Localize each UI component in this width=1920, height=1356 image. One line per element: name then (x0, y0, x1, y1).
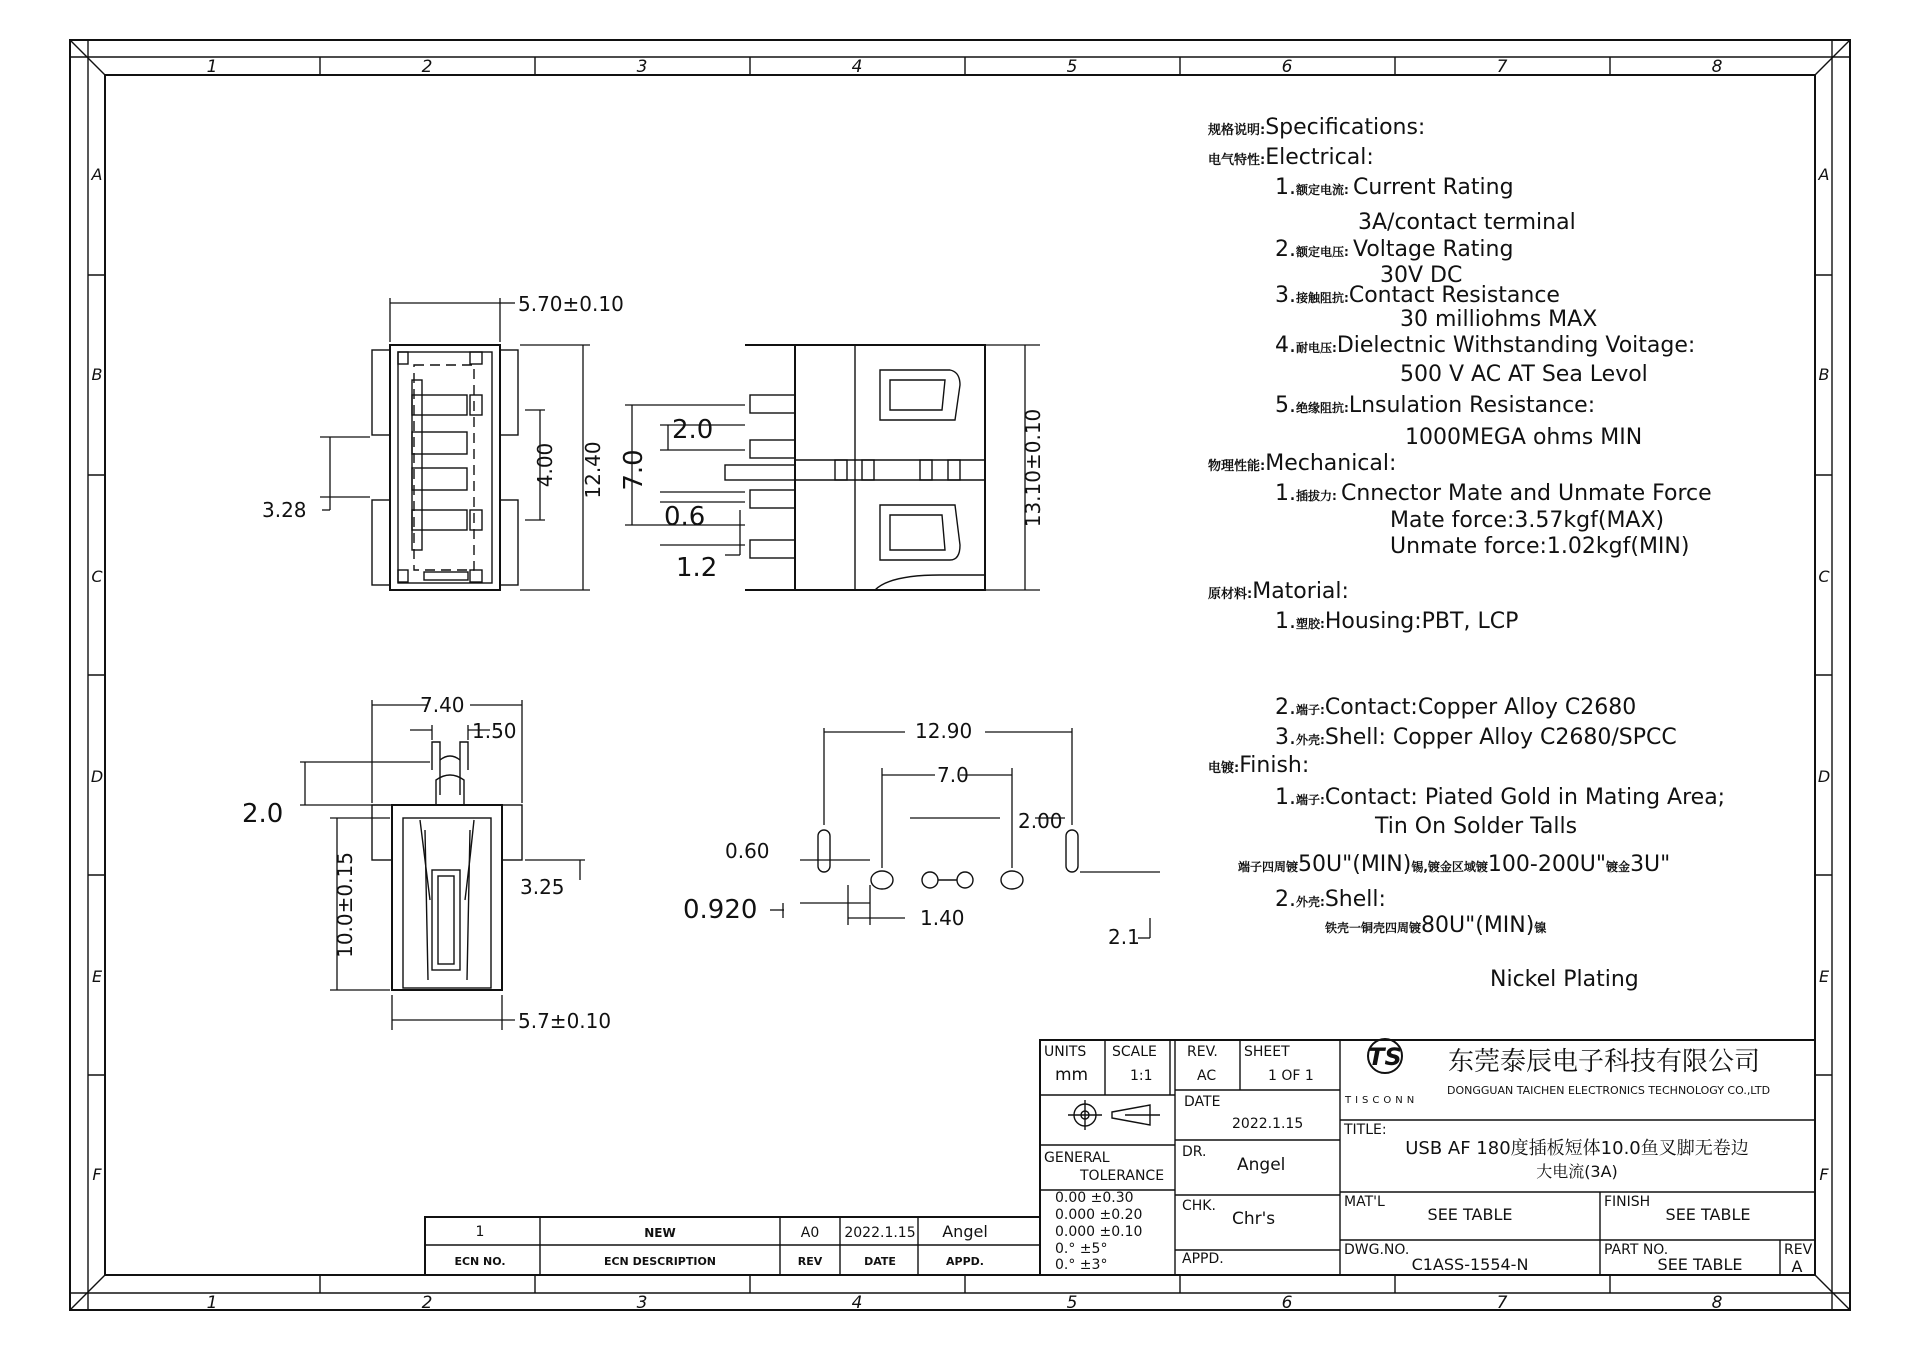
footprint-pitch-dim: 1.40 (920, 906, 965, 930)
col-label-6-bottom: 6 (1281, 1293, 1293, 1313)
date-value: 2022.1.15 (1232, 1116, 1304, 1132)
shell-plating-value: 80U"(MIN) (1421, 913, 1535, 938)
shell-plating-cn-b: 镍 (1534, 921, 1547, 935)
side-span-dim: 7.0 (619, 449, 649, 491)
bottom-top-width-dim: 7.40 (420, 693, 465, 717)
svg-text:3.外壳:Shell: Copper Alloy C2680: 3.外壳:Shell: Copper Alloy C2680/SPCC (1275, 725, 1677, 750)
svg-text:电气特性:Electrical:: 电气特性:Electrical: (1208, 145, 1374, 170)
bottom-width-dim: 5.7±0.10 (518, 1009, 612, 1033)
revision-value: A (1791, 1257, 1803, 1276)
svg-text:1.额定电流: Current Rating: 1.额定电流: Current Rating (1275, 175, 1514, 200)
finish-value: SEE TABLE (1665, 1205, 1751, 1224)
tolerance-row-2: 0.000 ±0.20 (1055, 1207, 1143, 1223)
company-name-cn: 东莞泰辰电子科技有限公司 (1448, 1047, 1761, 1077)
svg-text:规格说明:Specifications:: 规格说明:Specifications: (1208, 115, 1426, 140)
svg-text:物理性能:Mechanical:: 物理性能:Mechanical: (1208, 451, 1397, 476)
col-label-6: 6 (1281, 57, 1293, 77)
svg-text:电镀:Finish:: 电镀:Finish: (1208, 753, 1310, 778)
company-logo (1344, 1039, 1418, 1106)
row-label-b: B (91, 365, 103, 384)
insulation-value: 1000MEGA ohms MIN (1405, 425, 1643, 450)
tolerance-row-4: 0.° ±5° (1055, 1241, 1108, 1257)
front-height-dim: 12.40 (581, 441, 605, 499)
row-label-e: E (91, 967, 103, 986)
mate-force-value: Mate force:3.57kgf(MAX) (1390, 508, 1665, 533)
mechanical-cn: 物理性能 (1208, 459, 1261, 474)
current-rating-label: Current Rating (1353, 175, 1514, 200)
svg-text:1.插拔力: Cnnector Mate and Unmat: 1.插拔力: Cnnector Mate and Unmate Force (1275, 481, 1712, 506)
footprint-slot-dim: 2.00 (1018, 809, 1063, 833)
checked-by: Chr's (1232, 1209, 1276, 1229)
electrical-cn: 电气特性 (1208, 153, 1261, 168)
voltage-rating-cn: 额定电压 (1296, 245, 1345, 259)
dielectric-cn: 耐电压 (1296, 341, 1333, 355)
side-view (619, 345, 1045, 590)
spec-title: Specifications: (1265, 115, 1426, 140)
drawing-title-1: USB AF 180度插板短体10.0鱼叉脚无卷边 (1405, 1138, 1749, 1159)
material-cn: 原材料 (1208, 587, 1248, 602)
ecn-head-approved: APPD. (946, 1255, 984, 1268)
svg-text:原材料:Matorial:: 原材料:Matorial: (1208, 579, 1349, 604)
material-label: MAT'L (1344, 1194, 1385, 1210)
contact-resistance-label: Contact Resistance (1348, 283, 1560, 308)
row-label-e-right: E (1818, 967, 1830, 986)
bottom-offset-dim: 3.25 (520, 875, 565, 899)
col-label-7: 7 (1496, 57, 1508, 77)
ecn-date: 2022.1.15 (844, 1225, 916, 1241)
insulation-label: Lnsulation Resistance: (1348, 393, 1596, 418)
col-label-8-bottom: 8 (1711, 1293, 1723, 1313)
side-pin-gap-dim: 1.2 (676, 553, 718, 583)
shell-plating-cn-a: 铁壳一铜壳四周镀 (1325, 921, 1422, 935)
contact-material: Contact:Copper Alloy C2680 (1324, 695, 1637, 720)
ecn-table (425, 1217, 1040, 1275)
svg-text:4.耐电压:Dielectnic Withstanding: 4.耐电压:Dielectnic Withstanding Voitage: (1275, 333, 1696, 358)
bottom-height-dim: 10.0±0.15 (333, 852, 357, 958)
electrical-heading: Electrical: (1265, 145, 1374, 170)
part-number: SEE TABLE (1657, 1255, 1743, 1274)
finish-heading: Finish: (1239, 753, 1310, 778)
side-pitch-dim: 2.0 (672, 415, 714, 445)
tolerance-row-5: 0.° ±3° (1055, 1257, 1108, 1273)
unmate-force-value: Unmate force:1.02kgf(MIN) (1390, 534, 1690, 559)
plating-value-3: 3U" (1630, 852, 1671, 877)
dielectric-value: 500 V AC AT Sea Levol (1400, 362, 1648, 387)
company-name-en: DONGGUAN TAICHEN ELECTRONICS TECHNOLOGY CO.,LTD (1447, 1084, 1771, 1097)
material-heading: Matorial: (1252, 579, 1349, 604)
footprint-pad-offset-dim: 0.920 (683, 895, 758, 925)
tolerance-row-1: 0.00 ±0.30 (1055, 1190, 1134, 1206)
svg-text:3.接触阻抗:Contact Resistance: 3.接触阻抗:Contact Resistance (1275, 283, 1560, 308)
col-label-3: 3 (636, 57, 648, 77)
bottom-fork-dim: 1.50 (472, 719, 517, 743)
plating-note-cn-b: 锡,镀金区域镀 (1411, 860, 1488, 874)
finish-label: FINISH (1604, 1194, 1651, 1210)
row-label-f-right: F (1819, 1165, 1829, 1184)
footprint-pad-dim: 0.60 (725, 839, 770, 863)
shell-finish-cn: 外壳 (1296, 895, 1321, 909)
housing-material: Housing:PBT, LCP (1324, 609, 1519, 634)
svg-text:2.外壳:Shell:: 2.外壳:Shell: (1275, 887, 1386, 912)
units-value: mm (1055, 1065, 1089, 1085)
contact-material-cn: 端子 (1296, 703, 1321, 717)
checked-by-label: CHK. (1182, 1198, 1216, 1214)
contact-finish: Contact: Piated Gold in Mating Area; (1324, 785, 1726, 810)
rev-label: REV. (1187, 1044, 1218, 1060)
scale-label: SCALE (1112, 1044, 1157, 1060)
col-label-4: 4 (851, 57, 863, 77)
side-pin-width-dim: 0.6 (664, 502, 706, 532)
ecn-head-description: ECN DESCRIPTION (603, 1255, 717, 1268)
drawing-frame (70, 40, 1850, 1313)
row-label-a: A (91, 165, 103, 184)
bottom-fork-height-dim: 2.0 (242, 799, 284, 829)
footprint-inner-dim: 7.0 (937, 763, 969, 787)
nickel-plating: Nickel Plating (1490, 967, 1639, 992)
insulation-cn: 绝缘阻抗 (1296, 401, 1345, 415)
plating-note-cn-a: 端子四周镀 (1238, 860, 1299, 874)
title-label: TITLE: (1344, 1122, 1387, 1138)
units-label: UNITS (1044, 1044, 1087, 1060)
bottom-view (242, 693, 611, 1033)
plating-value-1: 50U"(MIN) (1298, 852, 1412, 877)
drawing-number-label: DWG.NO. (1344, 1242, 1410, 1258)
drawn-by-label: DR. (1182, 1144, 1207, 1160)
svg-text:2.端子:Contact:Copper Alloy C268: 2.端子:Contact:Copper Alloy C2680 (1275, 695, 1637, 720)
drawn-by: Angel (1237, 1155, 1286, 1175)
footprint-overall-dim: 12.90 (915, 719, 973, 743)
contact-resistance-cn: 接触阻抗 (1296, 291, 1345, 305)
ecn-approved: Angel (942, 1222, 988, 1241)
sheet-label: SHEET (1244, 1044, 1290, 1060)
col-label-8: 8 (1711, 57, 1723, 77)
logo-wordmark: TISCONN (1345, 1095, 1419, 1106)
third-angle-projection-icon (1068, 1100, 1160, 1130)
sheet-value: 1 OF 1 (1268, 1068, 1314, 1084)
voltage-rating-value: 30V DC (1380, 263, 1463, 288)
date-label: DATE (1184, 1094, 1221, 1110)
spec-title-cn: 规格说明 (1208, 123, 1261, 138)
footprint-view (683, 719, 1160, 949)
revision-label: REV (1784, 1242, 1813, 1258)
mechanical-heading: Mechanical: (1265, 451, 1397, 476)
row-label-d: D (90, 767, 104, 786)
specifications-block (1207, 115, 1725, 992)
shell-finish: Shell: (1324, 887, 1386, 912)
rev-value: AC (1197, 1068, 1217, 1084)
row-label-a-right: A (1818, 165, 1830, 184)
voltage-rating-label: Voltage Rating (1353, 237, 1514, 262)
col-label-7-bottom: 7 (1496, 1293, 1508, 1313)
finish-cn: 电镀 (1208, 761, 1235, 776)
ecn-head-revision: REV (797, 1255, 823, 1268)
svg-text:5.绝缘阻抗:Lnsulation Resistance:: 5.绝缘阻抗:Lnsulation Resistance: (1275, 393, 1596, 418)
front-pitch-dim: 4.00 (533, 442, 557, 488)
row-label-d-right: D (1817, 767, 1831, 786)
tolerance-label-1: GENERAL (1044, 1150, 1110, 1166)
svg-text:TS: TS (1368, 1043, 1402, 1071)
row-label-c-right: C (1818, 567, 1830, 586)
side-height-dim: 13.10±0.10 (1021, 408, 1045, 528)
plating-note-cn-c: 镀金 (1606, 860, 1631, 874)
contact-finish-tail: Tin On Solder Talls (1375, 814, 1578, 839)
housing-cn: 塑胶 (1296, 617, 1321, 631)
contact-finish-cn: 端子 (1296, 793, 1321, 807)
drawing-title-2: 大电流(3A) (1536, 1162, 1618, 1181)
contact-resistance-value: 30 milliohms MAX (1400, 307, 1598, 332)
mate-force-cn: 插拔力 (1296, 489, 1333, 503)
material-value: SEE TABLE (1427, 1205, 1513, 1224)
ecn-number: 1 (475, 1224, 485, 1240)
ecn-description: NEW (644, 1226, 676, 1240)
svg-text:端子四周镀50U"(MIN)锡,镀金区域镀100-200U" (1237, 852, 1670, 877)
mate-force-label: Cnnector Mate and Unmate Force (1341, 481, 1712, 506)
dielectric-label: Dielectnic Withstanding Voitage: (1336, 333, 1696, 358)
row-label-f: F (92, 1165, 102, 1184)
svg-text:1.塑胶:Housing:PBT, LCP: 1.塑胶:Housing:PBT, LCP (1275, 609, 1519, 634)
ecn-head-number: ECN NO. (454, 1255, 506, 1268)
front-width-dim: 5.70±0.10 (518, 292, 624, 316)
current-rating-cn: 额定电流 (1296, 183, 1345, 197)
ecn-head-date: DATE (864, 1255, 896, 1268)
front-view (262, 292, 624, 590)
scale-value: 1:1 (1130, 1068, 1153, 1084)
footprint-slot-len-dim: 2.1 (1108, 925, 1140, 949)
plating-value-2: 100-200U" (1487, 852, 1607, 877)
col-label-2: 2 (421, 57, 433, 77)
svg-text:2.额定电压: Voltage Rating: 2.额定电压: Voltage Rating (1275, 237, 1514, 262)
shell-material-cn: 外壳 (1296, 733, 1321, 747)
tolerance-row-3: 0.000 ±0.10 (1055, 1224, 1143, 1240)
col-label-3-bottom: 3 (636, 1293, 648, 1313)
approved-by-label: APPD. (1182, 1251, 1224, 1267)
svg-text:铁壳一铜壳四周镀80U"(MIN)镍 (1324, 913, 1546, 938)
title-block (1040, 1039, 1815, 1276)
drawing-number: C1ASS-1554-N (1411, 1255, 1529, 1274)
col-label-4-bottom: 4 (851, 1293, 863, 1313)
row-label-c: C (91, 567, 103, 586)
part-number-label: PART NO. (1604, 1242, 1669, 1258)
row-label-b-right: B (1818, 365, 1830, 384)
current-rating-value: 3A/contact terminal (1358, 210, 1576, 235)
col-label-5: 5 (1066, 57, 1078, 77)
ecn-revision: A0 (800, 1225, 820, 1241)
front-offset-dim: 3.28 (262, 498, 307, 522)
tolerance-label-2: TOLERANCE (1080, 1168, 1165, 1184)
col-label-1: 1 (206, 57, 218, 77)
col-label-1-bottom: 1 (206, 1293, 218, 1313)
shell-material: Shell: Copper Alloy C2680/SPCC (1324, 725, 1677, 750)
col-label-5-bottom: 5 (1066, 1293, 1078, 1313)
svg-text:1.端子:Contact: Piated Gold in M: 1.端子:Contact: Piated Gold in Mating Area; (1275, 785, 1726, 810)
col-label-2-bottom: 2 (421, 1293, 433, 1313)
